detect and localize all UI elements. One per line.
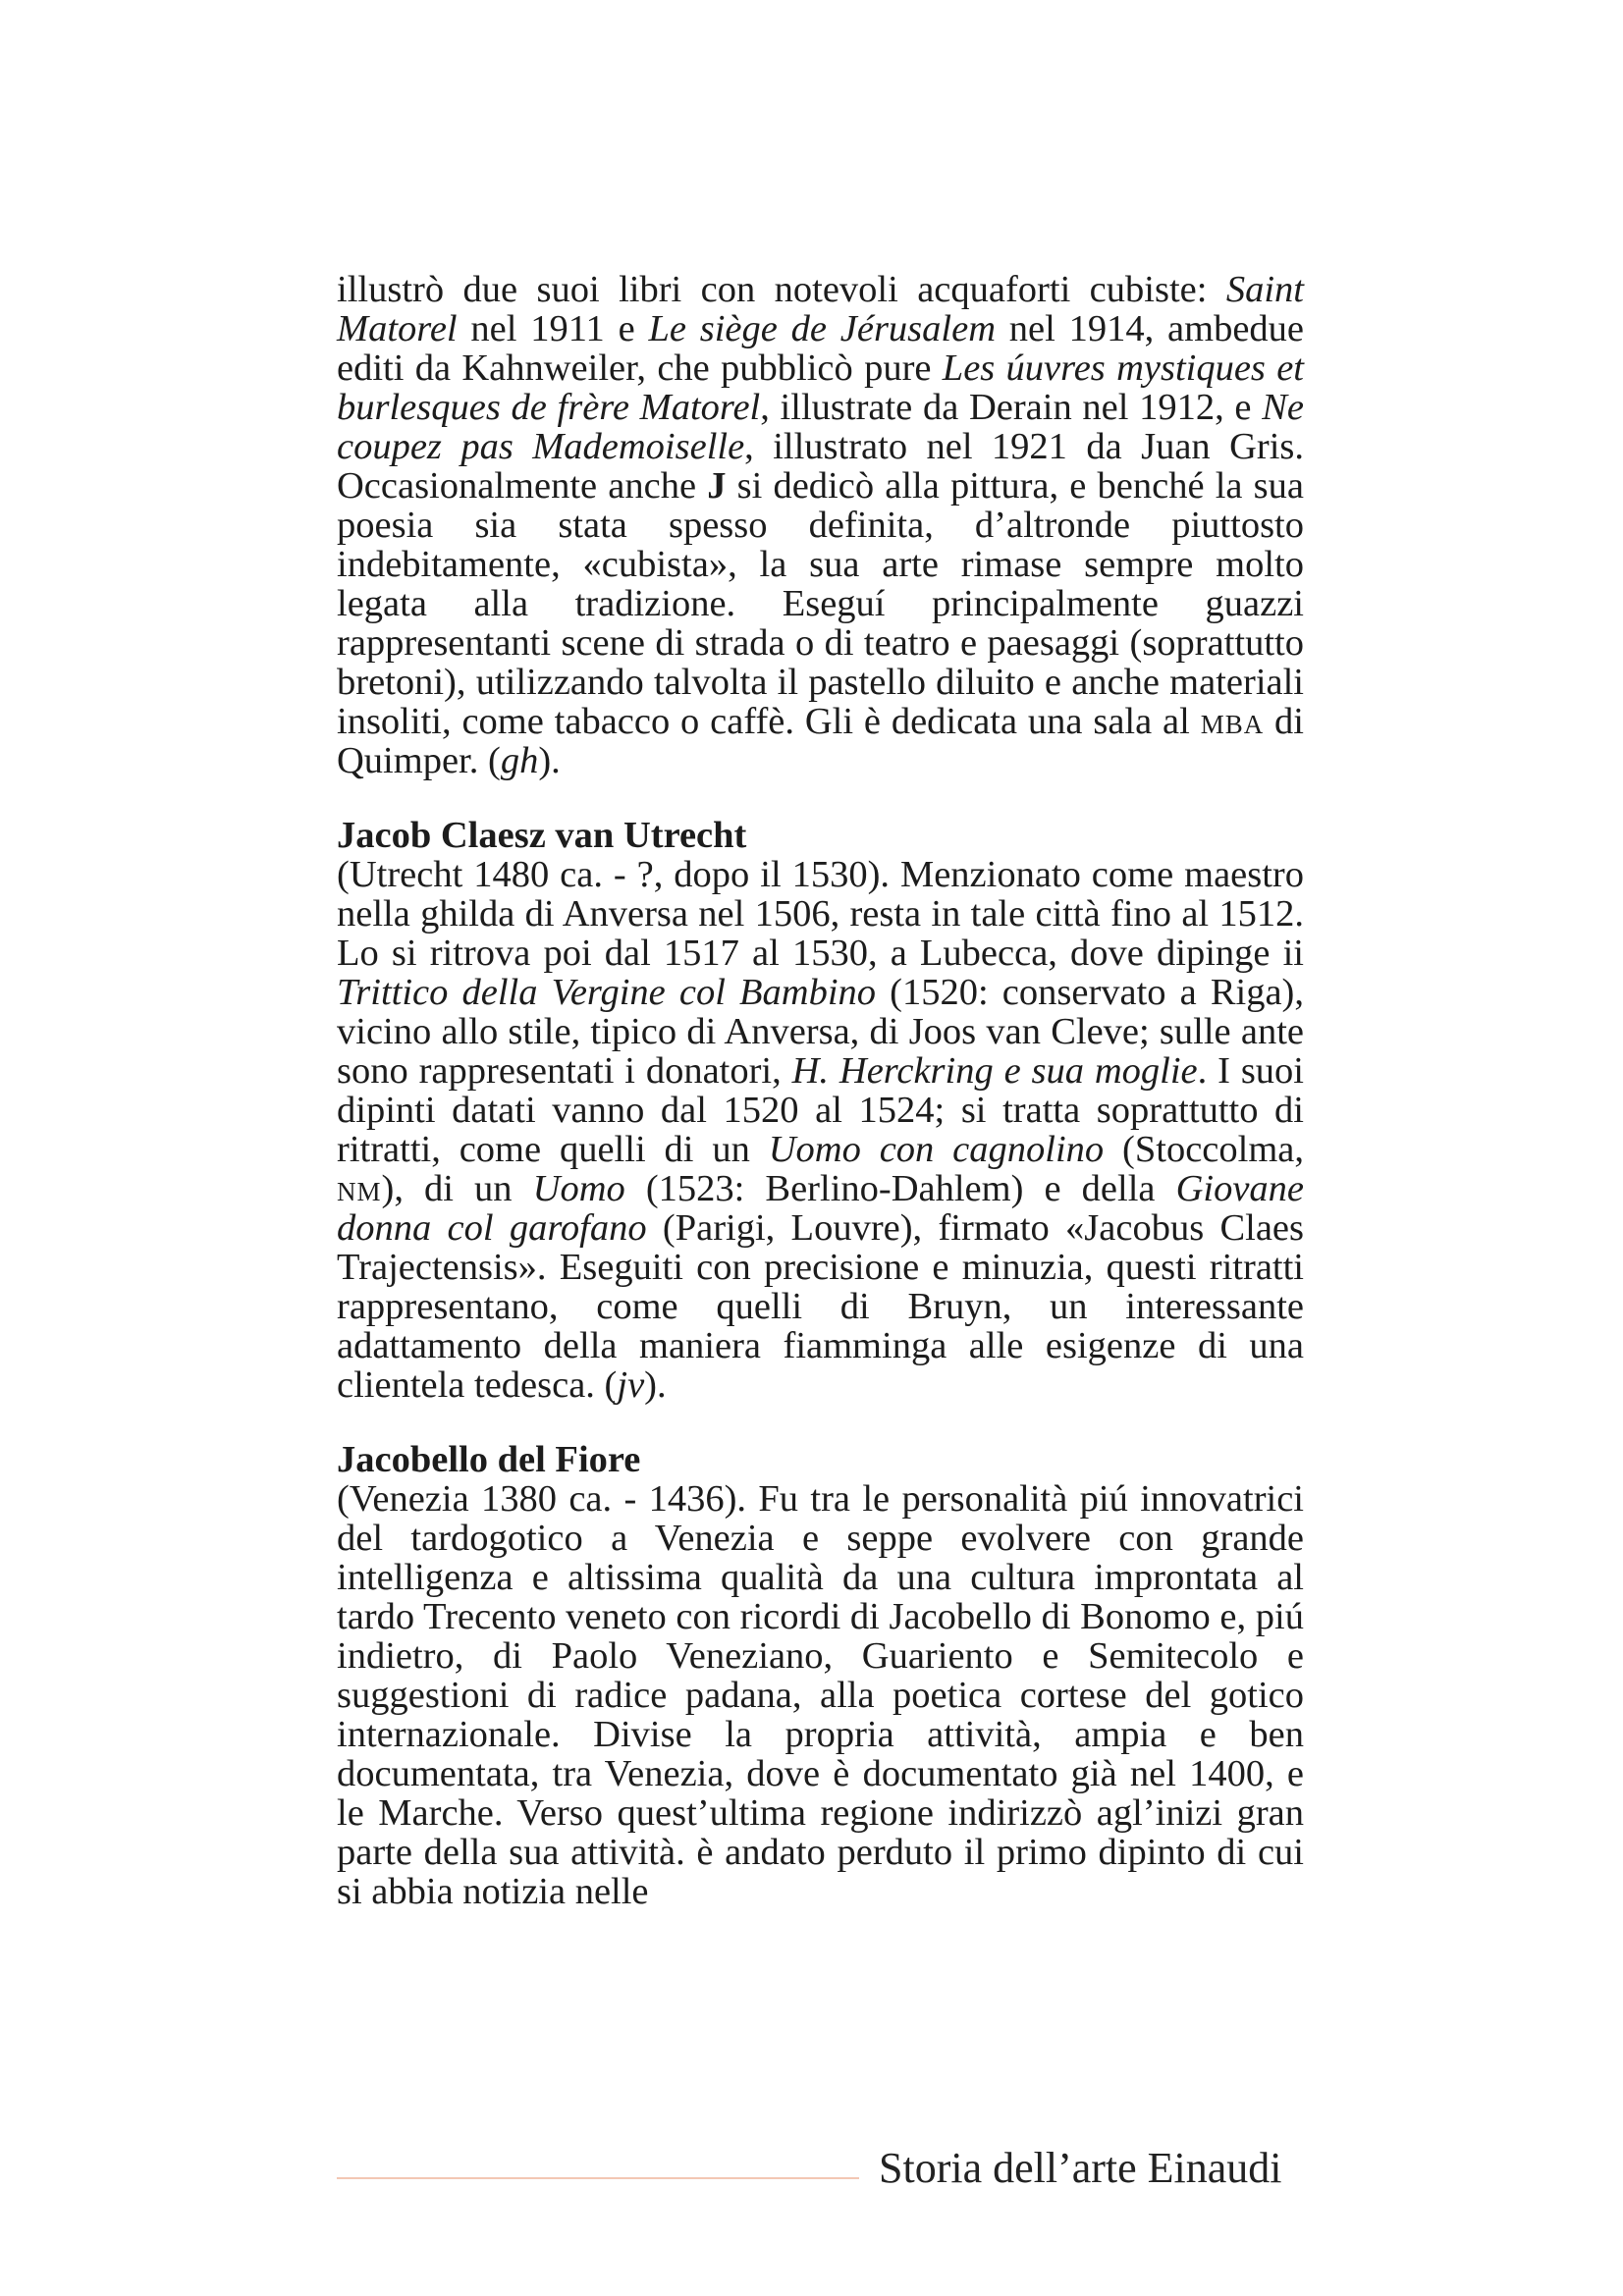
work-title: Giovane donna col garofano — [337, 1168, 1304, 1249]
work-title: Le siège de Jérusalem — [648, 308, 997, 349]
entry-text: , illustrato nel 1921 da Juan Gris. Occasionalmente anche — [337, 426, 1304, 507]
work-title: Trittico della Vergine col Bambino — [337, 972, 877, 1013]
entry-jacob-max-continuation — [337, 270, 1304, 780]
footer-publication-title: Storia dell’arte Einaudi — [879, 2144, 1282, 2192]
entry-text: ). — [538, 740, 561, 781]
museum-abbreviation: nm — [337, 1168, 382, 1209]
entry-text: nel 1911 e — [457, 308, 649, 349]
entry-text: (Parigi, Louvre), firmato «Jacobus Claes Trajectensis». Eseguiti con precisione e minuzia, questi ritratti rappresentano, come quelli di Bruyn, un interessante adattamento della maniera fiamminga alle esigenze di una clientela tedesca. ( — [337, 1207, 1304, 1406]
entry-text: (1520: conservato a Riga), vicino allo stile, tipico di Anversa, di Joos van Cleve; sulle ante sono rappresentati i donatori, — [337, 972, 1305, 1092]
entry-heading: Jacob Claesz van Utrecht — [337, 815, 747, 856]
entry-text: ). — [644, 1364, 667, 1406]
author-initials: jv — [617, 1364, 645, 1406]
page-body — [337, 270, 1304, 1911]
museum-abbreviation: mba — [1200, 701, 1265, 742]
entry-text: illustrò due suoi libri con notevoli acquaforti cubiste: — [337, 269, 1226, 310]
entry-jacob-claesz — [337, 855, 1304, 1405]
work-title: H. Herckring e sua moglie — [791, 1050, 1198, 1092]
entry-text: si dedicò alla pittura, e benché la sua poesia sia stata spesso definita, d’altronde piuttosto indebitamente, «cubista», la sua arte rimase sempre molto legata alla tradizione. Eseguí principalmente guazzi rappresentanti scene di strada o di teatro e paesaggi (soprattutto bretoni), utilizzando talvolta il pastello diluito e anche materiali insoliti, come tabacco o caffè. Gli è dedicata una sala al — [337, 465, 1304, 742]
author-initials: gh — [500, 740, 539, 781]
entry-heading: Jacobello del Fiore — [337, 1439, 641, 1480]
entry-text: (1523: Berlino-Dahlem) e della — [624, 1168, 1176, 1209]
entry-text: ), di un — [381, 1168, 533, 1209]
entry-text: . I suoi dipinti datati vanno dal 1520 al 1524; si tratta soprattutto di ritratti, come quelli di un — [337, 1050, 1304, 1170]
entry-jacobello-del-fiore: (Venezia 1380 ca. - 1436). Fu tra le personalità piú innovatrici del tardogotico a Venezia e seppe evolvere con grande intelligenza e altissima qualità da una cultura improntata al tardo Trecento veneto con ricordi di Jacobello di Bonomo e, piú indietro, di Paolo Veneziano, Guariento e Semitecolo e suggestioni di radice padana, alla poetica cortese del gotico internazionale. Divise la propria attività, ampia e ben documentata, tra Venezia, dove è documentato già nel 1400, e le Marche. Verso quest’ultima regione indirizzò agl’inizi gran parte della sua attività. è andato perduto il primo dipinto di cui si abbia notizia nelle — [337, 1478, 1304, 1912]
work-title: Ne coupez pas Mademoiselle — [337, 387, 1304, 467]
footer-rule — [337, 2177, 859, 2179]
entry-text: di Quimper. ( — [337, 701, 1304, 781]
work-title: Uomo con cagnolino — [768, 1129, 1105, 1170]
entry-text: , illustrate da Derain nel 1912, e — [760, 387, 1263, 428]
entry-text: (Stoccolma, — [1104, 1129, 1304, 1170]
work-title: Les úuvres mystiques et burlesques de frère Matorel — [337, 347, 1304, 428]
entry-initial: J — [707, 465, 727, 507]
work-title: Uomo — [532, 1168, 625, 1209]
work-title: Saint Matorel — [337, 269, 1304, 349]
entry-text: nel 1914, ambedue editi da Kahnweiler, che pubblicò pure — [337, 308, 1304, 389]
entry-text: (Utrecht 1480 ca. - ?, dopo il 1530). Menzionato come maestro nella ghilda di Anversa nel 1506, resta in tale città fino al 1512. Lo si ritrova poi dal 1517 al 1530, a Lubecca, dove dipinge ii — [337, 854, 1304, 974]
